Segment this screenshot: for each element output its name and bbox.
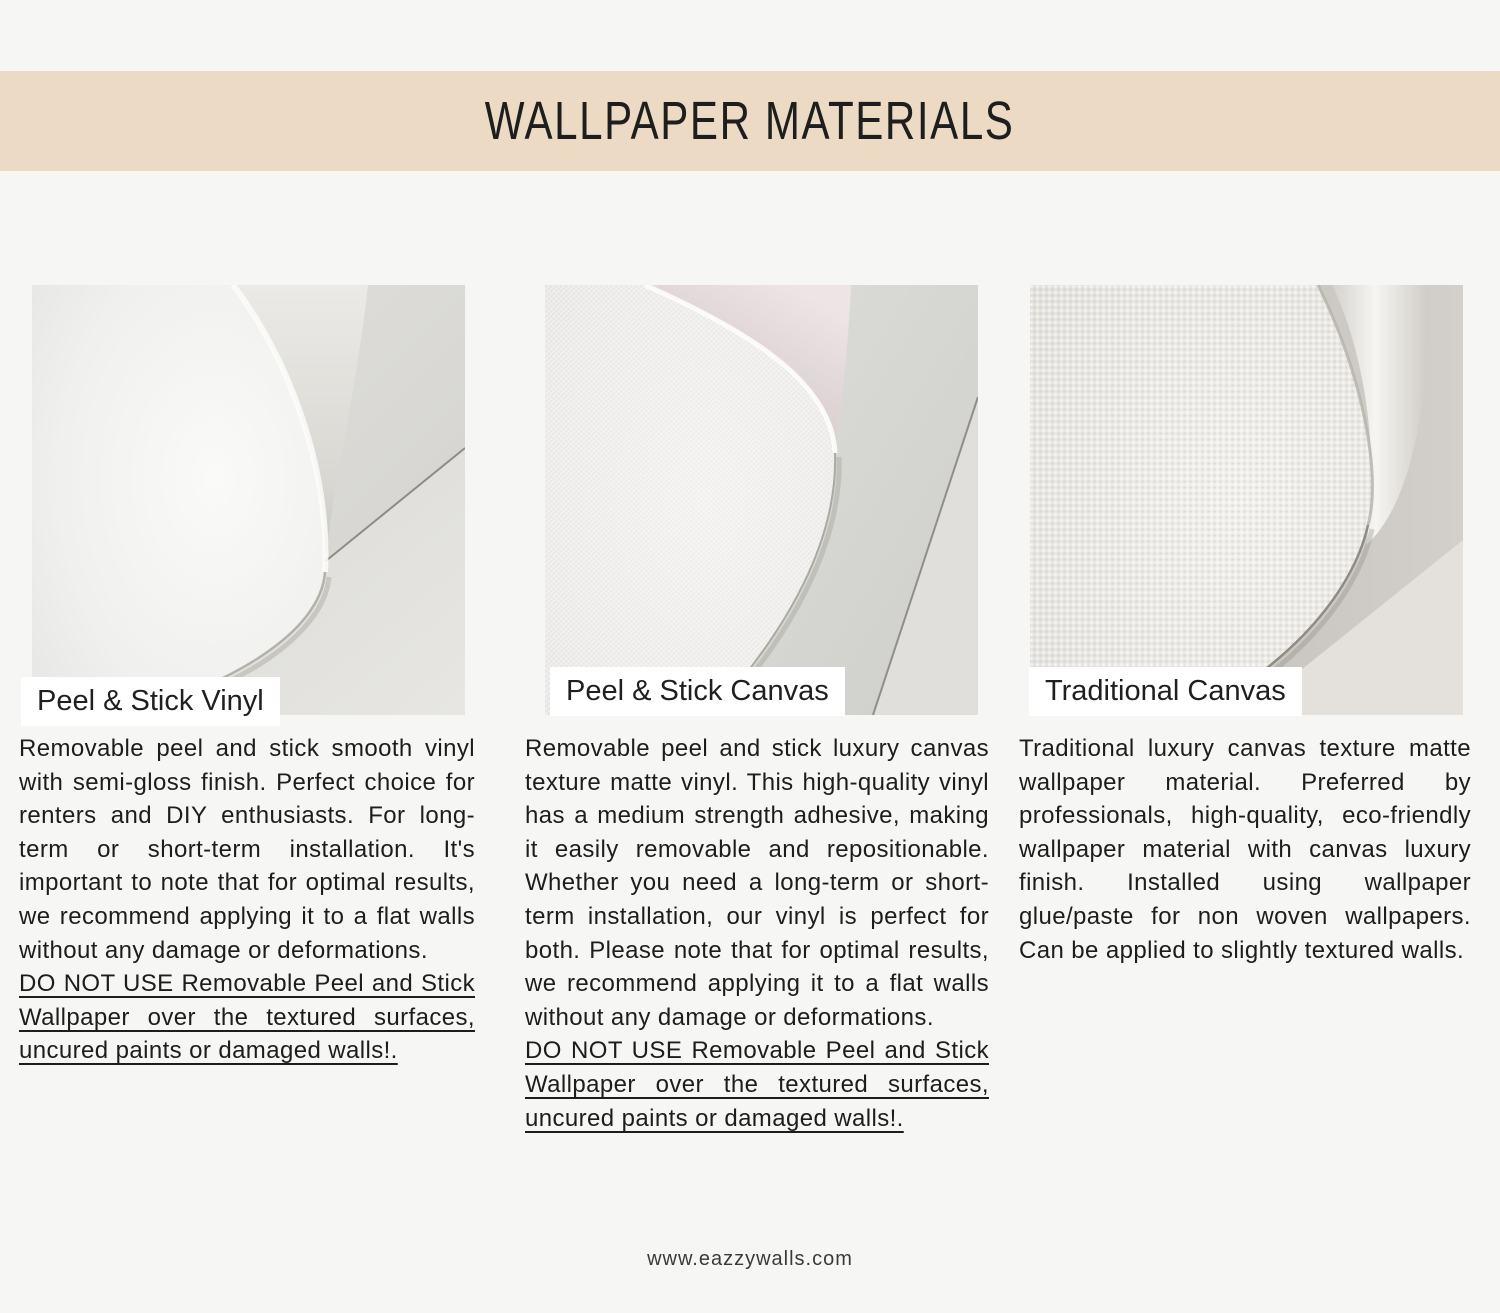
column-peel-stick-canvas <box>525 285 989 1135</box>
peel-stick-canvas-photo <box>545 285 978 715</box>
material-label: Peel & Stick Canvas <box>550 667 845 716</box>
peel-stick-vinyl-photo <box>32 285 465 715</box>
material-warning: DO NOT USE Removable Peel and Stick Wallpaper over the textured surfaces, uncured paints or damaged walls!. <box>525 1037 989 1132</box>
material-description: Removable peel and stick smooth vinyl with semi-gloss finish. Perfect choice for renters and DIY enthusiasts. For long-term or short-term installation. It's important to note that for optimal results, we recommend applying it to a flat walls without any damage or deformations. <box>19 735 475 964</box>
material-warning: DO NOT USE Removable Peel and Stick Wallpaper over the textured surfaces, uncured paints or damaged walls!. <box>19 970 475 1065</box>
material-label: Traditional Canvas <box>1029 667 1302 716</box>
header-band <box>0 71 1500 171</box>
traditional-canvas-photo <box>1030 285 1463 715</box>
column-traditional-canvas <box>1019 285 1471 967</box>
website-url: www.eazzywalls.com <box>647 1248 853 1270</box>
material-description: Removable peel and stick luxury canvas texture matte vinyl. This high-quality vinyl has a medium strength adhesive, making it easily removable and repositionable. Whether you need a long-term or short-term installation, our vinyl is perfect for both. Please note that for optimal results, we recommend applying it to a flat walls without any damage or deformations. <box>525 735 989 1031</box>
material-label: Peel & Stick Vinyl <box>21 677 280 726</box>
page-title: WALLPAPER MATERIALS <box>485 91 1015 151</box>
column-peel-stick-vinyl <box>19 285 475 1068</box>
material-description: Traditional luxury canvas texture matte wallpaper material. Preferred by professionals, high-quality, eco-friendly wallpaper material with canvas luxury finish. Installed using wallpaper glue/paste for non woven wallpapers. Can be applied to slightly textured walls. <box>1019 735 1471 964</box>
